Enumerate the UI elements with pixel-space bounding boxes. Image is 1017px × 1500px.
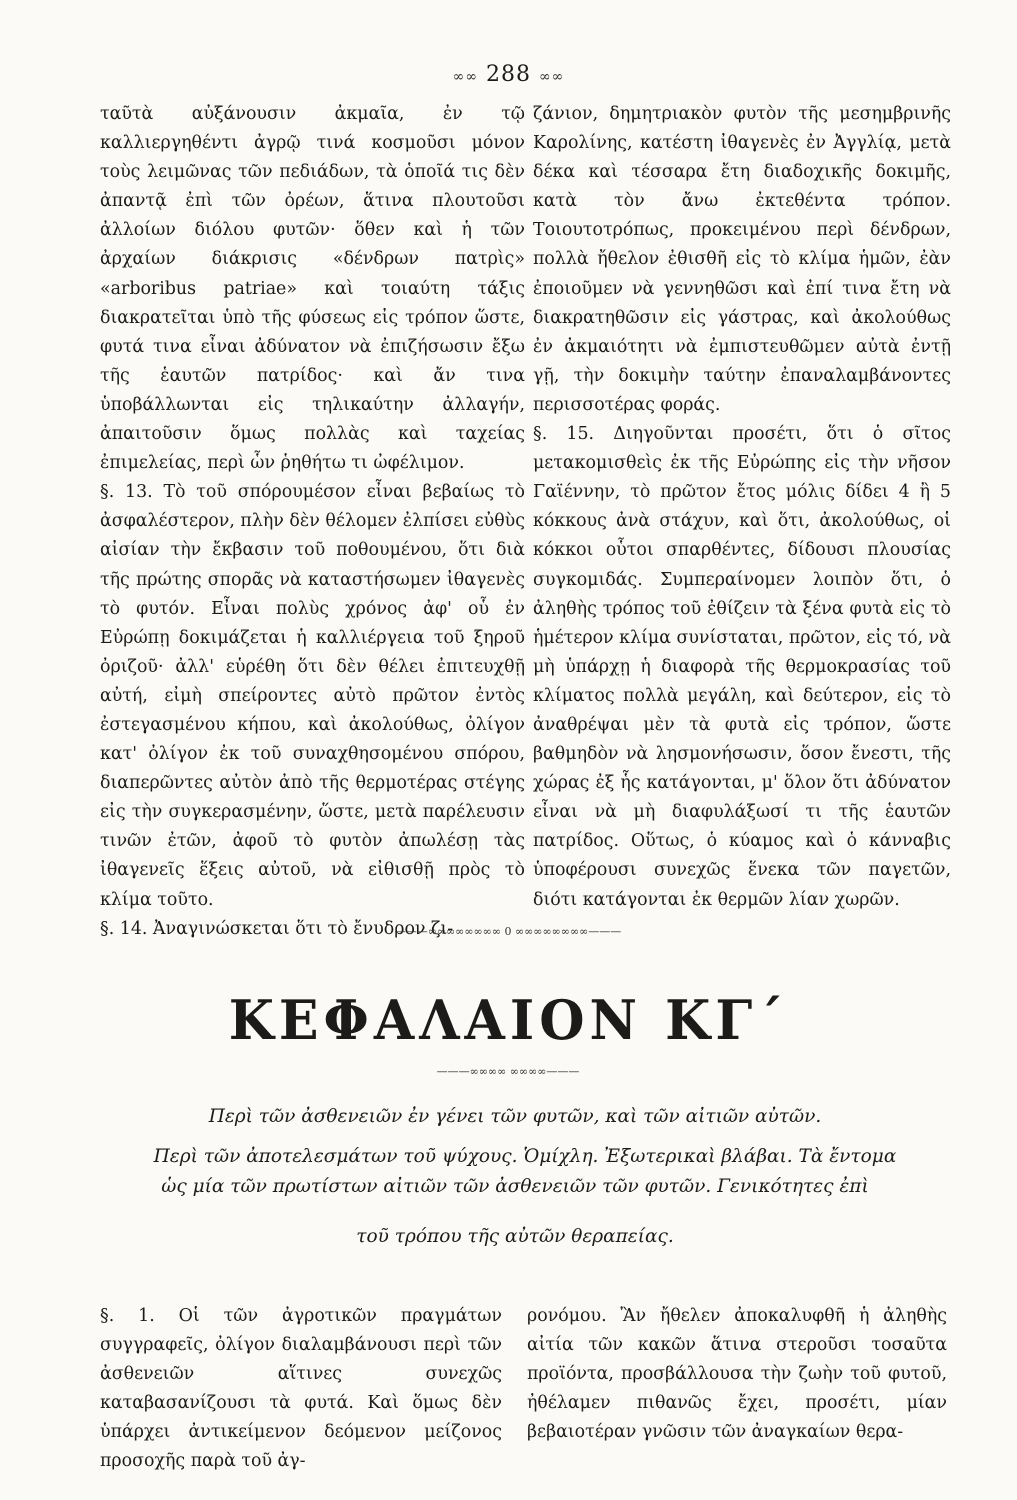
- chapter-summary-line-4: τοῦ τρόπου τῆς αὐτῶν θεραπείας.: [356, 1226, 674, 1247]
- chapter-summary-line-2: Περὶ τῶν ἀποτελεσμάτων τοῦ ψύχους. Ὁμίχλη. Ἐξωτερικαὶ βλάβαι. Τὰ ἔντομα: [153, 1146, 897, 1167]
- bottom-right-column: [527, 1302, 947, 1447]
- chapter-separator: ———∞∞∞∞ ∞∞∞∞———: [436, 1065, 580, 1078]
- page-number: [0, 62, 1017, 87]
- chapter-summary-line-1: Περὶ τῶν ἀσθενειῶν ἐν γένει τῶν φυτῶν, καὶ τῶν αἰτιῶν αὐτῶν.: [208, 1106, 822, 1127]
- bottom-left-column: [100, 1302, 502, 1477]
- paragraph-1-continued: ρονόμου. Ἂν ἤθελεν ἀποκαλυφθῆ ἡ ἀληθὴς αἰτία τῶν κακῶν ἅτινα στεροῦσι τοσαῦτα προϊόντα, προσβάλλουσα τὴν ζωὴν τοῦ φυτοῦ, ἠθέλαμεν πιθανῶς ἔχει, προσέτι, μίαν βεβαιοτέραν γνῶσιν τῶν ἀναγκαίων θερα-: [527, 1306, 947, 1443]
- chapter-summary-line-3: ὡς μία τῶν πρωτίστων αἰτιῶν τῶν ἀσθενειῶν τῶν φυτῶν. Γενικότητες ἐπὶ: [161, 1176, 869, 1197]
- paragraph-1: §. 1. Οἱ τῶν ἀγροτικῶν πραγμάτων συγγραφεῖς, ὀλίγον διαλαμβάνουσι περὶ τῶν ἀσθενειῶν αἵτινες συνεχῶς καταβασανίζουσι τὰ φυτά. Καὶ ὅμως δὲν ὑπάρχει ἀντικείμενον δεόμενον μείζονος προσοχῆς παρὰ τοῦ ἀγ-: [100, 1306, 502, 1472]
- top-left-column: [100, 100, 525, 944]
- paragraph-13: §. 13. Τὸ τοῦ σπόρουμέσον εἶναι βεβαίως τὸ ἀσφαλέστερον, πλὴν δὲν θέλομεν ἐλπίσει εὐθὺς αἰσίαν τὴν ἔκβασιν τοῦ ποθουμένου, ὅτι διὰ τῆς πρώτης σπορᾶς νὰ καταστήσωμεν ἰθαγενὲς τὸ φυτόν. Εἶναι πολὺς χρόνος ἀφ' οὗ ἐν Εὐρώπῃ δοκιμάζεται ἡ καλλιέργεια τοῦ ξηροῦ ὀριζοῦ· ἀλλ' εὑρέθη ὅτι δὲν θέλει ἐπιτευχθῇ αὐτή, εἰμὴ σπείροντες αὐτὸ πρῶτον ἐντὸς ἐστεγασμένου κήπου, καὶ ἀκολούθως, ὀλίγον κατ' ὀλίγον ἐκ τοῦ συναχθησομένου σπόρου, διαπερῶντες αὐτὸν ἀπὸ τῆς θερμοτέρας στέγης εἰς τὴν συγκερασμένην, ὥστε, μετὰ παρέλευσιν τινῶν ἐτῶν, ἀφοῦ τὸ φυτὸν ἀπωλέσῃ τὰς ἰθαγενεῖς ἕξεις αὐτοῦ, νὰ εἰθισθῇ πρὸς τὸ κλίμα τοῦτο.: [100, 482, 525, 910]
- ornament-right: ∞∞: [539, 69, 565, 85]
- paragraph-15: §. 15. Διηγοῦνται προσέτι, ὅτι ὁ σῖτος μετακομισθεὶς ἐκ τῆς Εὐρώπης εἰς τὴν νῆσον Γαϊέννην, τὸ πρῶτον ἔτος μόλις δίδει 4 ἢ 5 κόκκους ἀνὰ στάχυν, καὶ ὅτι, ἀκολούθως, οἱ κόκκοι οὗτοι σπαρθέντες, δίδουσι πλουσίας συγκομιδάς. Συμπεραίνομεν λοιπὸν ὅτι, ὁ ἀληθὴς τρόπος τοῦ ἐθίζειν τὰ ξένα φυτὰ εἰς τὸ ἡμέτερον κλίμα συνίσταται, πρῶτον, εἰς τό, νὰ μὴ ὑπάρχῃ ἡ διαφορὰ τῆς θερμοκρασίας τοῦ κλίματος πολλὰ μεγάλη, καὶ δεύτερον, εἰς τὸ ἀναθρέψαι μὲν τὰ φυτὰ εἰς τρόπον, ὥστε βαθμηδὸν νὰ λησμονήσωσιν, ὅσον ἔνεστι, τῆς χώρας ἐξ ἧς κατάγονται, μ' ὅλον ὅτι ἀδύνατον εἶναι νὰ μὴ διαφυλάξωσί τι τῆς ἑαυτῶν πατρίδος. Οὕτως, ὁ κύαμος καὶ ὁ κάνναβις ὑποφέρουσι συνεχῶς ἕνεκα τῶν παγετῶν, διότι κατάγονται ἐκ θερμῶν λίαν χωρῶν.: [533, 424, 951, 910]
- ornament-left: ∞∞: [452, 69, 478, 85]
- page-number-value: 288: [486, 62, 531, 87]
- section-separator: ———∞∞∞∞∞∞∞∞ 0 ∞∞∞∞∞∞∞∞———: [394, 925, 622, 938]
- top-right-column: [533, 100, 951, 915]
- paragraph-continuation: ταῦτὰ αὐξάνουσιν ἀκμαῖα, ἐν τῷ καλλιεργηθέντι ἀγρῷ τινά κοσμοῦσι μόνον τοὺς λειμῶνας τῶν πεδιάδων, τὰ ὁποῖά τις δὲν ἀπαντᾷ ἐπὶ τῶν ὀρέων, ἅτινα πλουτοῦσι ἀλλοίων διόλου φυτῶν· ὅθεν καὶ ἡ τῶν ἀρχαίων διάκρισις «δένδρων πατρὶς» «arboribus patriae» καὶ τοιαύτη τάξις διακρατεῖται ὑπὸ τῆς φύσεως εἰς τρόπον ὥστε, φυτά τινα εἶναι ἀδύνατον νὰ ἐπιζήσωσιν ἔξω τῆς ἑαυτῶν πατρίδος· καὶ ἄν τινα ὑποβάλλωνται εἰς τηλικαύτην ἀλλαγήν, ἀπαιτοῦσιν ὅμως πολλὰς καὶ ταχείας ἐπιμελείας, περὶ ὧν ῥηθήτω τι ὠφέλιμον.: [100, 104, 525, 474]
- paragraph-14-continued: ζάνιον, δημητριακὸν φυτὸν τῆς μεσημβρινῆς Καρολίνης, κατέστη ἰθαγενὲς ἐν Ἀγγλίᾳ, μετὰ δέκα καὶ τέσσαρα ἔτη διαδοχικῆς δοκιμῆς, κατὰ τὸν ἄνω ἐκτεθέντα τρόπον. Τοιουτοτρόπως, προκειμένου περὶ δένδρων, πολλὰ ἤθελον ἐθισθῆ εἰς τὸ κλίμα ἡμῶν, ἐὰν ἐποιοῦμεν νὰ γεννηθῶσι καὶ ἐπί τινα ἔτη νὰ διακρατηθῶσιν εἰς γάστρας, καὶ ἀκολούθως ἐν ἀκμαιότητι νὰ ἐμπιστευθῶμεν αὐτὰ ἐντῇ γῇ, τὴν δοκιμὴν ταύτην ἐπαναλαμβάνοντες περισσοτέρας φοράς.: [533, 104, 951, 415]
- chapter-title: ΚΕΦΑΛΑΙΟΝ ΚΓ΄: [228, 988, 789, 1053]
- paragraph-14: §. 14. Ἀναγινώσκεται ὅτι τὸ ἔνυδρον ζι-: [100, 918, 454, 939]
